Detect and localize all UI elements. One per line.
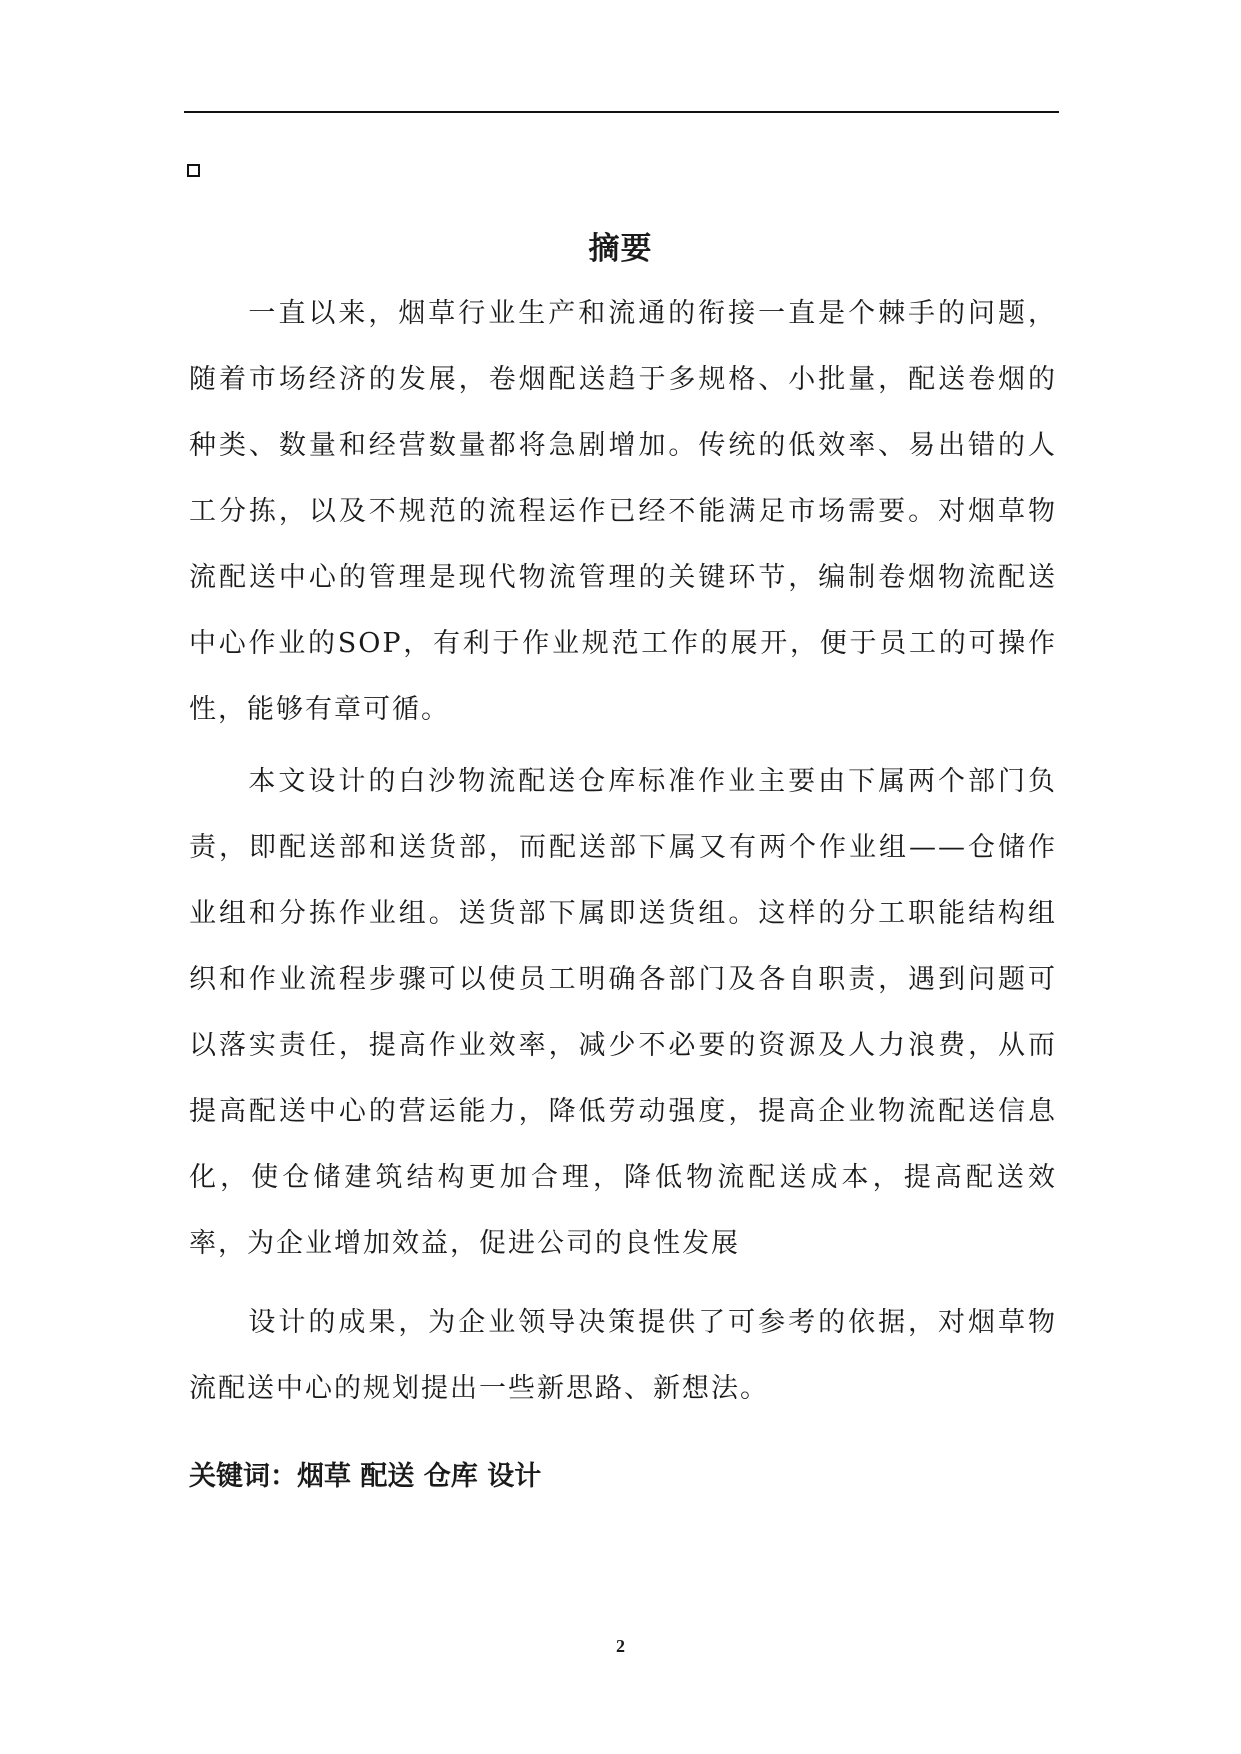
keywords-line: 关键词：烟草 配送 仓库 设计 <box>189 1461 542 1492</box>
abstract-paragraph-1: 一直以来，烟草行业生产和流通的衔接一直是个棘手的问题，随着市场经济的发展，卷烟配送趋于多规格、小批量，配送卷烟的种类、数量和经营数量都将急剧增加。传统的低效率、易出错的人工分拣，以及不规范的流程运作已经不能满足市场需要。对烟草物流配送中心的管理是现代物流管理的关键环节，编制卷烟物流配送中心作业的SOP，有利于作业规范工作的展开，便于员工的可操作性，能够有章可循。 <box>189 298 1057 725</box>
abstract-paragraph-2: 本文设计的白沙物流配送仓库标准作业主要由下属两个部门负责，即配送部和送货部，而配送部下属又有两个作业组——仓储作业组和分拣作业组。送货部下属即送货组。这样的分工职能结构组织和作业流程步骤可以使员工明确各部门及各自职责，遇到问题可以落实责任，提高作业效率，减少不必要的资源及人力浪费，从而提高配送中心的营运能力，降低劳动强度，提高企业物流配送信息化，使仓储建筑结构更加合理，降低物流配送成本，提高配送效率，为企业增加效益，促进公司的良性发展 <box>189 766 1057 1259</box>
abstract-title: 摘要 <box>588 231 653 267</box>
page-number: 2 <box>616 1636 625 1656</box>
header-rule <box>184 111 1059 113</box>
square-outline-icon <box>187 164 200 177</box>
abstract-paragraph-3: 设计的成果，为企业领导决策提供了可参考的依据，对烟草物流配送中心的规划提出一些新思路、新想法。 <box>189 1307 1057 1404</box>
